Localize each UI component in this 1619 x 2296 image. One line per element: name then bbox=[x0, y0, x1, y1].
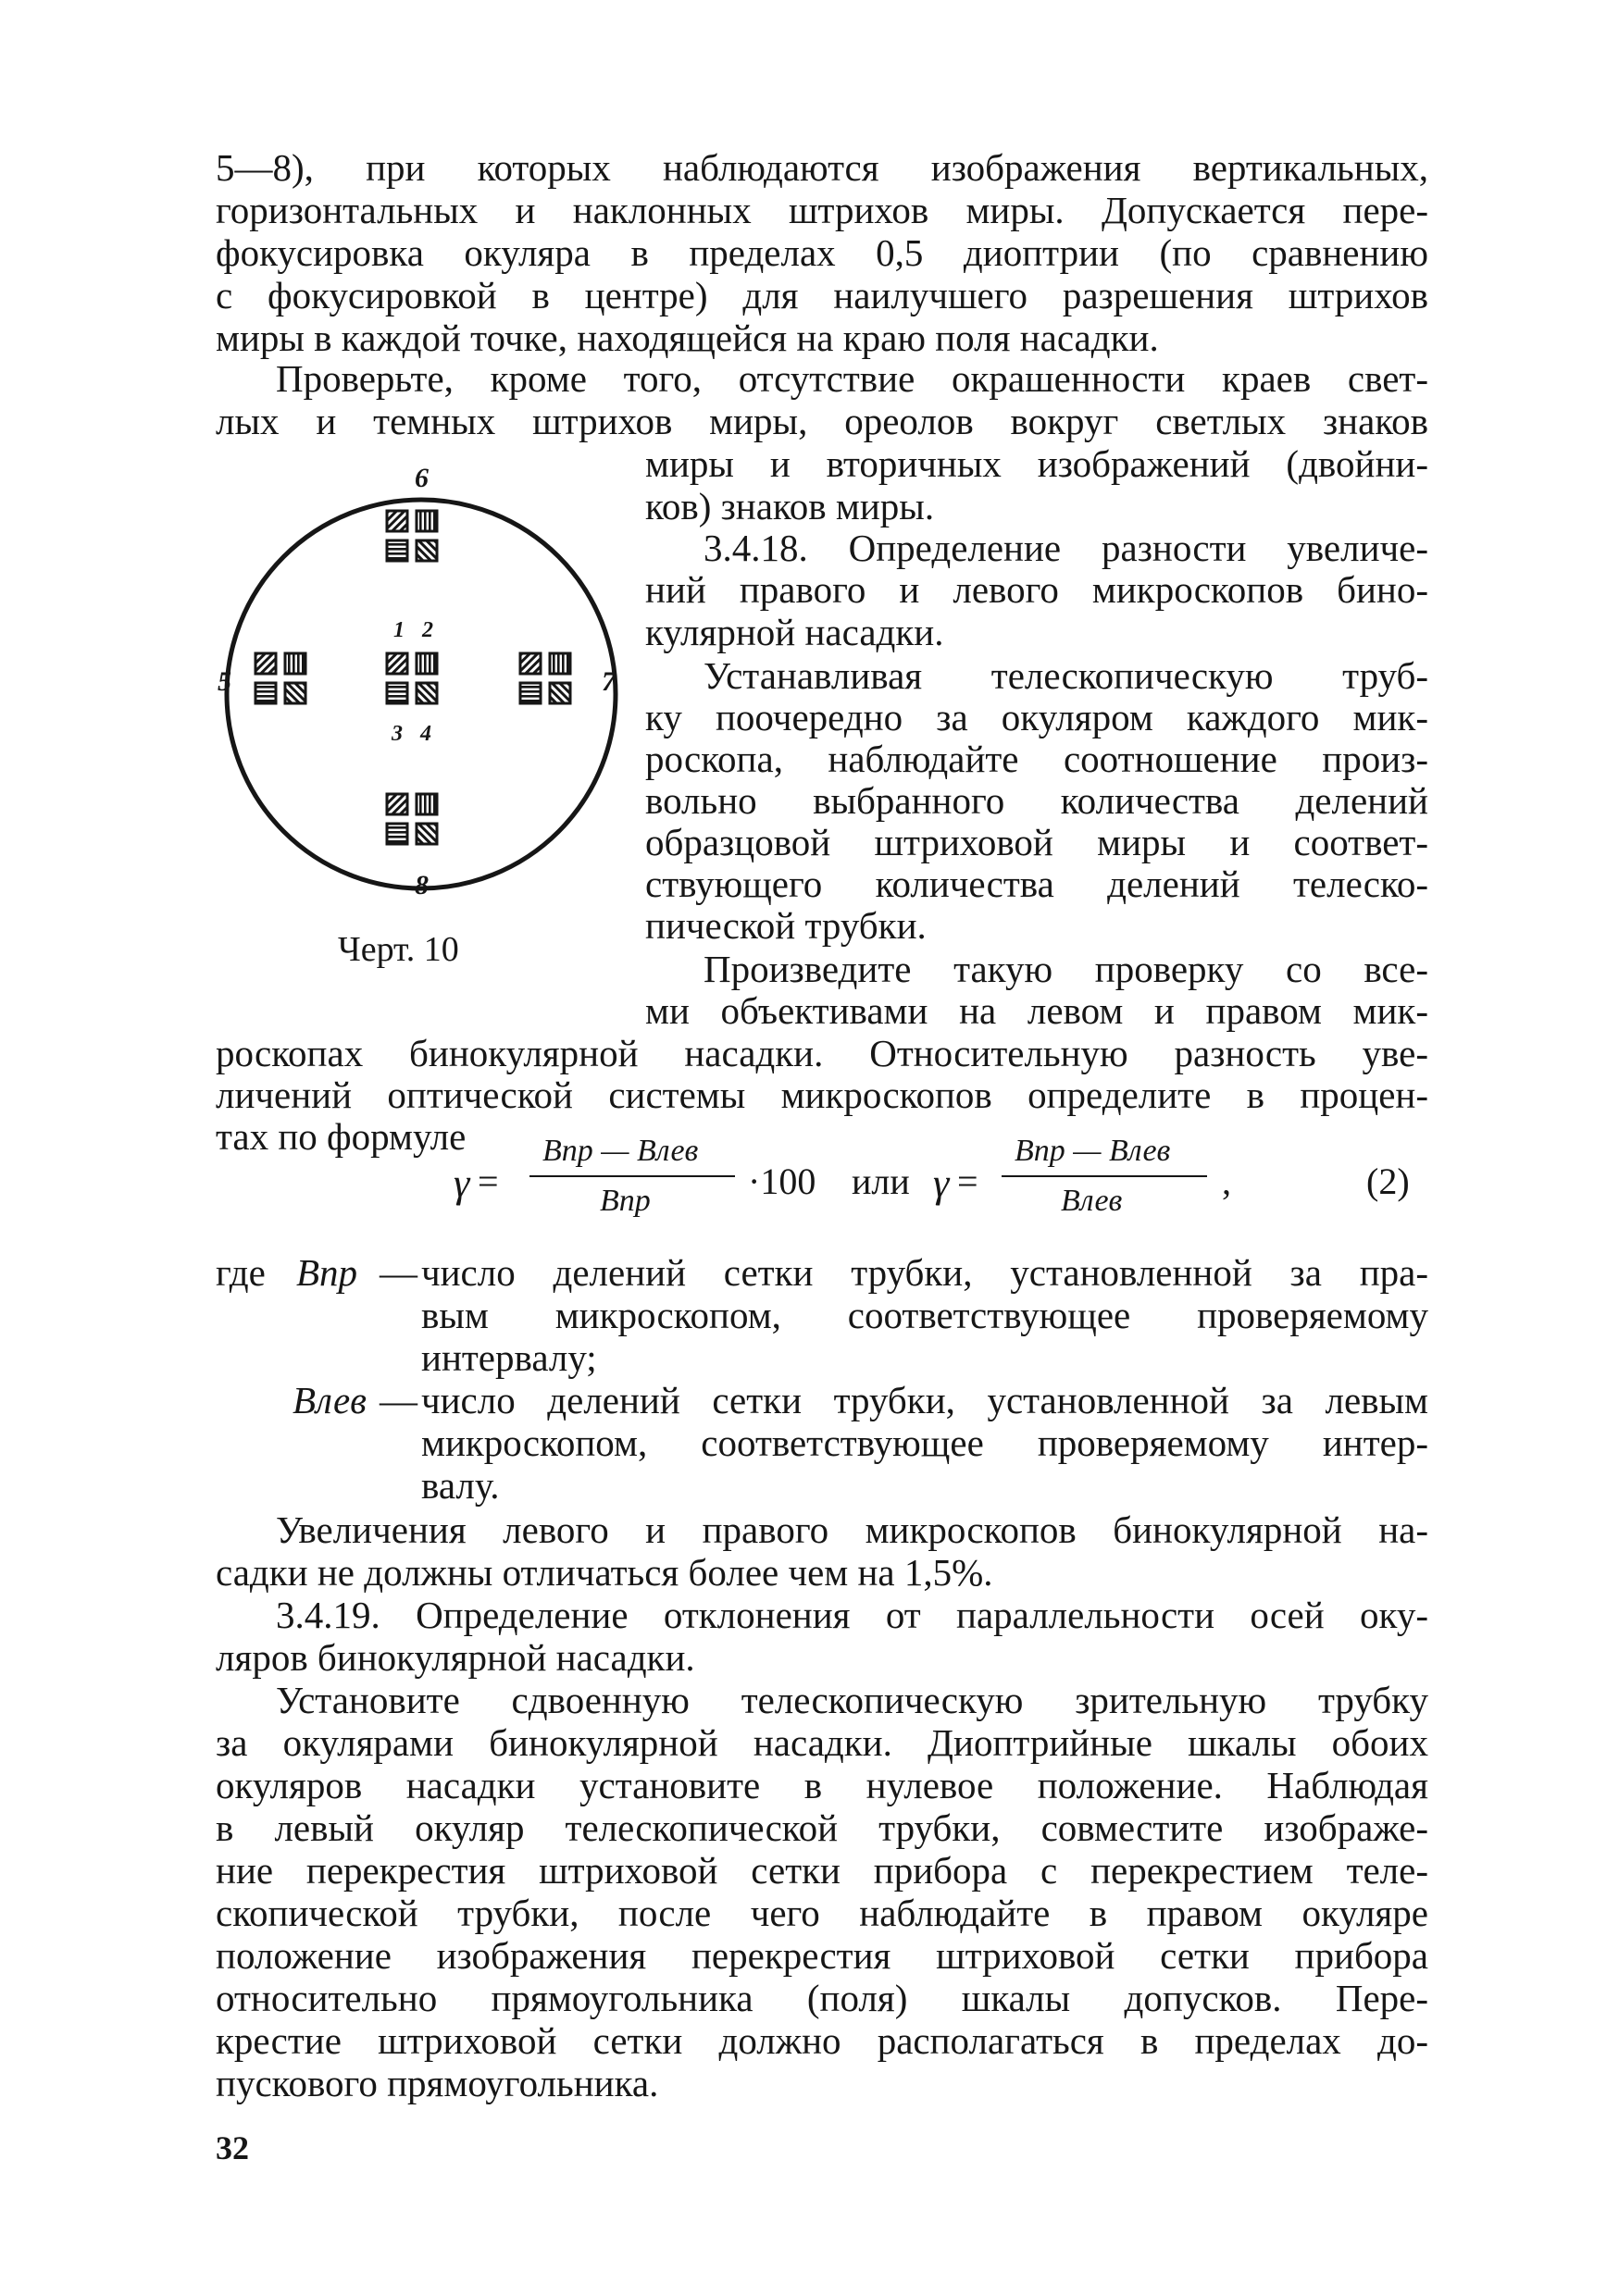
definition-line: число делений сетки трубки, установленной за левым bbox=[421, 1379, 1428, 1421]
text-line: положение изображения перекрестия штриховой сетки прибора bbox=[216, 1934, 1428, 1977]
equals-sign: = bbox=[478, 1160, 499, 1202]
text-line: миры и вторичных изображений (двойни- bbox=[645, 442, 1428, 485]
dash: — bbox=[380, 1379, 417, 1421]
figure-label-7: 7 bbox=[602, 666, 616, 697]
text-line: Устанавливая телескопическую труб- bbox=[704, 654, 1428, 697]
figure-label-3: 3 bbox=[392, 722, 403, 746]
section-heading-3-4-19: 3.4.19. Определение отклонения от параллельности осей оку- bbox=[276, 1594, 1428, 1636]
definition-line: микроскопом, соответствующее проверяемому интер- bbox=[421, 1421, 1428, 1464]
text-line: личений оптической системы микроскопов определите в процен- bbox=[216, 1074, 1428, 1116]
text-line: роскопа, наблюдайте соотношение произ- bbox=[645, 738, 1428, 780]
text-line: в левый окуляр телескопической трубки, совместите изображе- bbox=[216, 1806, 1428, 1849]
text-line: горизонтальных и наклонных штрихов миры. Допускается пере- bbox=[216, 189, 1428, 231]
text-line: ний правого и левого микроскопов бино- bbox=[645, 568, 1428, 611]
text-line: Произведите такую проверку со все- bbox=[704, 948, 1428, 990]
fraction-1-numerator: Bпр — Bлев bbox=[542, 1134, 699, 1168]
definition-line: число делений сетки трубки, установленной за пра- bbox=[421, 1251, 1428, 1294]
formula-comma: , bbox=[1222, 1160, 1231, 1202]
definition-line: вым микроскопом, соответствующее проверяемому bbox=[421, 1294, 1428, 1336]
text-line: миры в каждой точке, находящейся на краю поля насадки. bbox=[216, 316, 1159, 359]
figure-label-6: 6 bbox=[415, 463, 429, 493]
dash: — bbox=[380, 1251, 417, 1294]
mira-group-right bbox=[520, 653, 570, 703]
fraction-2-denominator: Bлев bbox=[1061, 1184, 1123, 1218]
text-line: относительно прямоугольника (поля) шкалы допусков. Пере- bbox=[216, 1977, 1428, 2019]
text-line: ков) знаков миры. bbox=[645, 485, 935, 527]
mira-diagram bbox=[213, 455, 648, 946]
text-line: Проверьте, кроме того, отсутствие окрашенности краев свет- bbox=[276, 357, 1428, 400]
section-heading-3-4-18: 3.4.18. Определение разности увеличе- bbox=[704, 527, 1428, 569]
var-b-pr: Bпр bbox=[296, 1251, 358, 1294]
text-line: 5—8), при которых наблюдаются изображения вертикальных, bbox=[216, 146, 1428, 189]
page-number: 32 bbox=[216, 2129, 249, 2166]
text-line: с фокусировкой в центре) для наилучшего разрешения штрихов bbox=[216, 274, 1428, 316]
figure-label-8: 8 bbox=[415, 870, 429, 900]
text-line: крестие штриховой сетки должно располагаться в пределах до- bbox=[216, 2019, 1428, 2062]
or-word: или bbox=[852, 1160, 910, 1202]
mira-group-center bbox=[387, 653, 437, 703]
text-line: Установите сдвоенную телескопическую зрительную трубку bbox=[276, 1679, 1428, 1721]
text-line: окуляров насадки установите в нулевое положение. Наблюдая bbox=[216, 1764, 1428, 1806]
gamma-symbol: γ bbox=[454, 1160, 470, 1206]
figure-10 bbox=[213, 455, 648, 946]
text-line: пускового прямоугольника. bbox=[216, 2062, 659, 2104]
definition-line: интервалу; bbox=[421, 1336, 597, 1379]
text-line: кулярной насадки. bbox=[645, 611, 944, 653]
text-line: ляров бинокулярной насадки. bbox=[216, 1636, 695, 1679]
text-line: роскопах бинокулярной насадки. Относительную разность уве- bbox=[216, 1032, 1428, 1074]
text-line: скопической трубки, после чего наблюдайте в правом окуляре bbox=[216, 1892, 1428, 1934]
equals-sign: = bbox=[957, 1160, 978, 1202]
mira-group-bottom bbox=[387, 794, 437, 844]
text-line: пической трубки. bbox=[645, 904, 927, 947]
text-line: ствующего количества делений телеско- bbox=[645, 863, 1428, 905]
figure-caption: Черт. 10 bbox=[338, 930, 459, 969]
figure-label-5: 5 bbox=[218, 666, 231, 697]
text-line: образцовой штриховой миры и соответ- bbox=[645, 821, 1428, 863]
figure-label-4: 4 bbox=[420, 722, 431, 746]
mira-group-left bbox=[255, 653, 305, 703]
text-line: фокусировка окуляра в пределах 0,5 диоптрии (по сравнению bbox=[216, 231, 1428, 274]
formula-2 bbox=[454, 1134, 1435, 1245]
fraction-1-bar bbox=[529, 1175, 735, 1177]
multiply-100: ·100 bbox=[748, 1160, 816, 1202]
where-word: где bbox=[216, 1251, 266, 1294]
fraction-2-numerator: Bпр — Bлев bbox=[1015, 1134, 1171, 1168]
text-line: лых и темных штрихов миры, ореолов вокруг светлых знаков bbox=[216, 400, 1428, 442]
figure-label-1: 1 bbox=[393, 618, 405, 642]
text-line: садки не должны отличаться более чем на 1,5%. bbox=[216, 1551, 993, 1594]
gamma-symbol: γ bbox=[933, 1160, 950, 1206]
text-line: тах по формуле bbox=[216, 1115, 467, 1158]
text-line: ми объективами на левом и правом мик- bbox=[645, 989, 1428, 1032]
definition-line: валу. bbox=[421, 1464, 500, 1507]
formula-number: (2) bbox=[1366, 1160, 1410, 1202]
mira-group-top bbox=[387, 511, 437, 561]
text-line: вольно выбранного количества делений bbox=[645, 779, 1428, 822]
text-line: ку поочередно за окуляром каждого мик- bbox=[645, 696, 1428, 738]
fraction-2-bar bbox=[1002, 1175, 1207, 1177]
text-line: Увеличения левого и правого микроскопов бинокулярной на- bbox=[276, 1508, 1428, 1551]
text-line: за окулярами бинокулярной насадки. Диоптрийные шкалы обоих bbox=[216, 1721, 1428, 1764]
text-line: ние перекрестия штриховой сетки прибора с перекрестием теле- bbox=[216, 1849, 1428, 1892]
figure-label-2: 2 bbox=[422, 618, 433, 642]
var-b-lev: Bлев bbox=[293, 1379, 367, 1421]
fraction-1-denominator: Bпр bbox=[600, 1184, 651, 1218]
